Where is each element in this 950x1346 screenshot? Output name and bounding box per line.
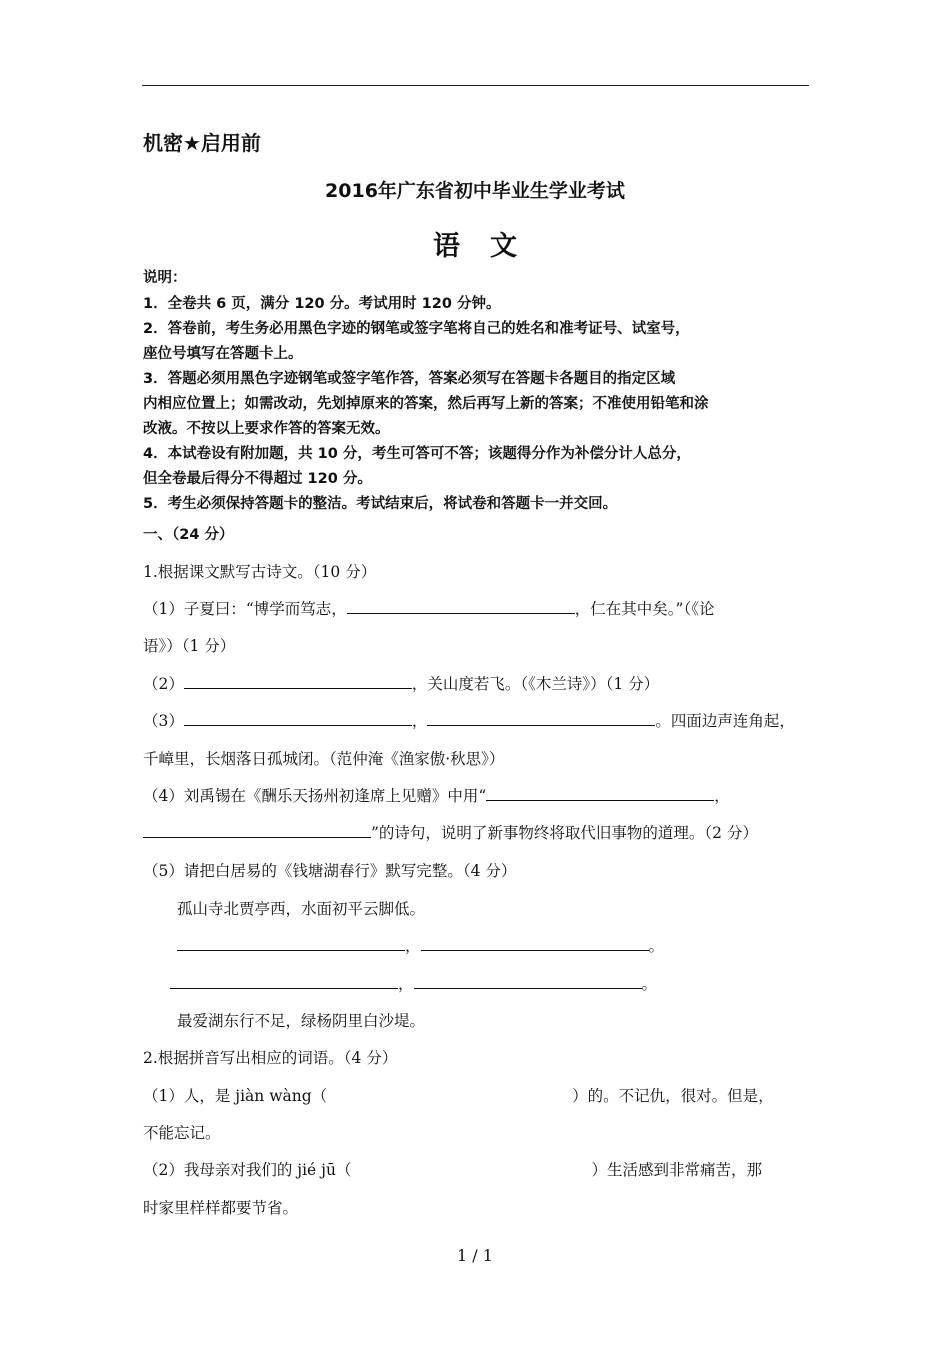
instruction-line: 3．答题必须用黑色字迹钢笔或签字笔作答，答案必须写在答题卡各题目的指定区域 <box>143 371 676 387</box>
answer-blank[interactable] <box>143 822 371 838</box>
instructions-heading: 说明： <box>143 270 187 286</box>
instruction-line: 2．答卷前，考生务必用黑色字迹的钢笔或签字笔将自己的姓名和准考证号、试室号， <box>143 321 690 337</box>
q2-1-text-b: ）的。不记仇，很对。但是， <box>572 1087 774 1105</box>
answer-blank[interactable] <box>427 710 655 726</box>
exam-title: 2016年广东省初中毕业生学业考试 <box>325 180 625 202</box>
answer-blank[interactable] <box>347 598 575 614</box>
header-rule <box>142 85 809 86</box>
q1-3-text-a: （3） <box>143 712 184 730</box>
q1-1-text-a: （1）子夏曰：“博学而笃志， <box>143 600 347 618</box>
instruction-line: 5．考生必须保持答题卡的整洁。考试结束后，将试卷和答题卡一并交回。 <box>143 496 618 512</box>
q1-4-text-c: ”的诗句，说明了新事物终将取代旧事物的道理。（2 分） <box>371 824 758 842</box>
poem-last-line: 最爱湖东行不足，绿杨阴里白沙堤。 <box>177 1012 426 1030</box>
question-2-2-cont: 时家里样样都要节省。 <box>143 1199 299 1217</box>
instruction-line: 座位号填写在答题卡上。 <box>143 346 303 362</box>
question-1-1 <box>143 597 714 619</box>
poem-line-1: 孤山寺北贾亭西，水面初平云脚低。 <box>177 900 426 918</box>
comma: ， <box>398 975 414 993</box>
instruction-line: 但全卷最后得分不得超过 120 分。 <box>143 471 372 487</box>
instruction-line: 4．本试卷设有附加题，共 10 分，考生可答可不答；该题得分作为补偿分计人总分， <box>143 446 691 462</box>
answer-blank[interactable] <box>177 935 405 951</box>
question-2-title: 2.根据拼音写出相应的词语。（4 分） <box>143 1049 398 1067</box>
period: 。 <box>648 937 665 955</box>
instruction-line: 1．全卷共 6 页，满分 120 分。考试用时 120 分钟。 <box>143 296 501 312</box>
question-1-5: （5）请把白居易的《钱塘湖春行》默写完整。（4 分） <box>143 862 517 880</box>
q1-1-text-b: ，仁在其中矣。”（《论 <box>574 600 715 618</box>
answer-blank[interactable] <box>414 973 642 989</box>
question-1-1-cont: 语》）（1 分） <box>143 637 236 655</box>
q2-2-text-a: （2）我母亲对我们的 jié jū（ <box>143 1161 352 1179</box>
instruction-line: 改液。不按以上要求作答的答案无效。 <box>143 421 390 437</box>
answer-blank[interactable] <box>421 935 649 951</box>
q2-2-text-b: ）生活感到非常痛苦，那 <box>591 1161 762 1179</box>
q1-4-text-a: （4）刘禹锡在《酬乐天扬州初逢席上见赠》中用“ <box>143 787 487 805</box>
question-1-title: 1.根据课文默写古诗文。（10 分） <box>143 563 377 581</box>
instruction-line: 内相应位置上；如需改动，先划掉原来的答案，然后再写上新的答案；不准使用铅笔和涂 <box>143 396 709 412</box>
q1-3-text-b: ， <box>411 712 428 730</box>
q1-2-text-b: ，关山度若飞。（《木兰诗》）（1 分） <box>411 675 660 693</box>
question-1-3-cont: 千嶂里，长烟落日孤城闭。（范仲淹《渔家傲·秋思》） <box>143 750 505 768</box>
answer-blank[interactable] <box>184 673 412 689</box>
comma: ， <box>405 937 421 955</box>
confidential-label: 机密★启用前 <box>143 131 261 155</box>
page-number: 1 / 1 <box>457 1246 493 1265</box>
q1-4-text-b: ， <box>714 787 730 805</box>
question-2-1 <box>143 1084 774 1106</box>
question-1-4 <box>143 784 730 806</box>
period: 。 <box>641 975 658 993</box>
question-2-1-cont: 不能忘记。 <box>143 1124 221 1142</box>
section-heading: 一、（24 分） <box>143 527 234 543</box>
q2-1-text-a: （1）人，是 jiàn wàng（ <box>143 1087 328 1105</box>
answer-blank[interactable] <box>486 785 714 801</box>
poem-blank-line-1 <box>177 934 664 956</box>
q1-2-text-a: （2） <box>143 675 184 693</box>
question-1-3 <box>143 709 795 731</box>
subject-title: 语文 <box>433 231 547 262</box>
q1-3-text-c: 。四面边声连角起， <box>655 712 795 730</box>
question-1-2 <box>143 672 659 694</box>
question-2-2 <box>143 1158 762 1180</box>
answer-blank[interactable] <box>170 973 398 989</box>
question-1-4-cont <box>143 821 758 843</box>
answer-blank[interactable] <box>184 710 412 726</box>
poem-blank-line-2 <box>170 972 657 994</box>
